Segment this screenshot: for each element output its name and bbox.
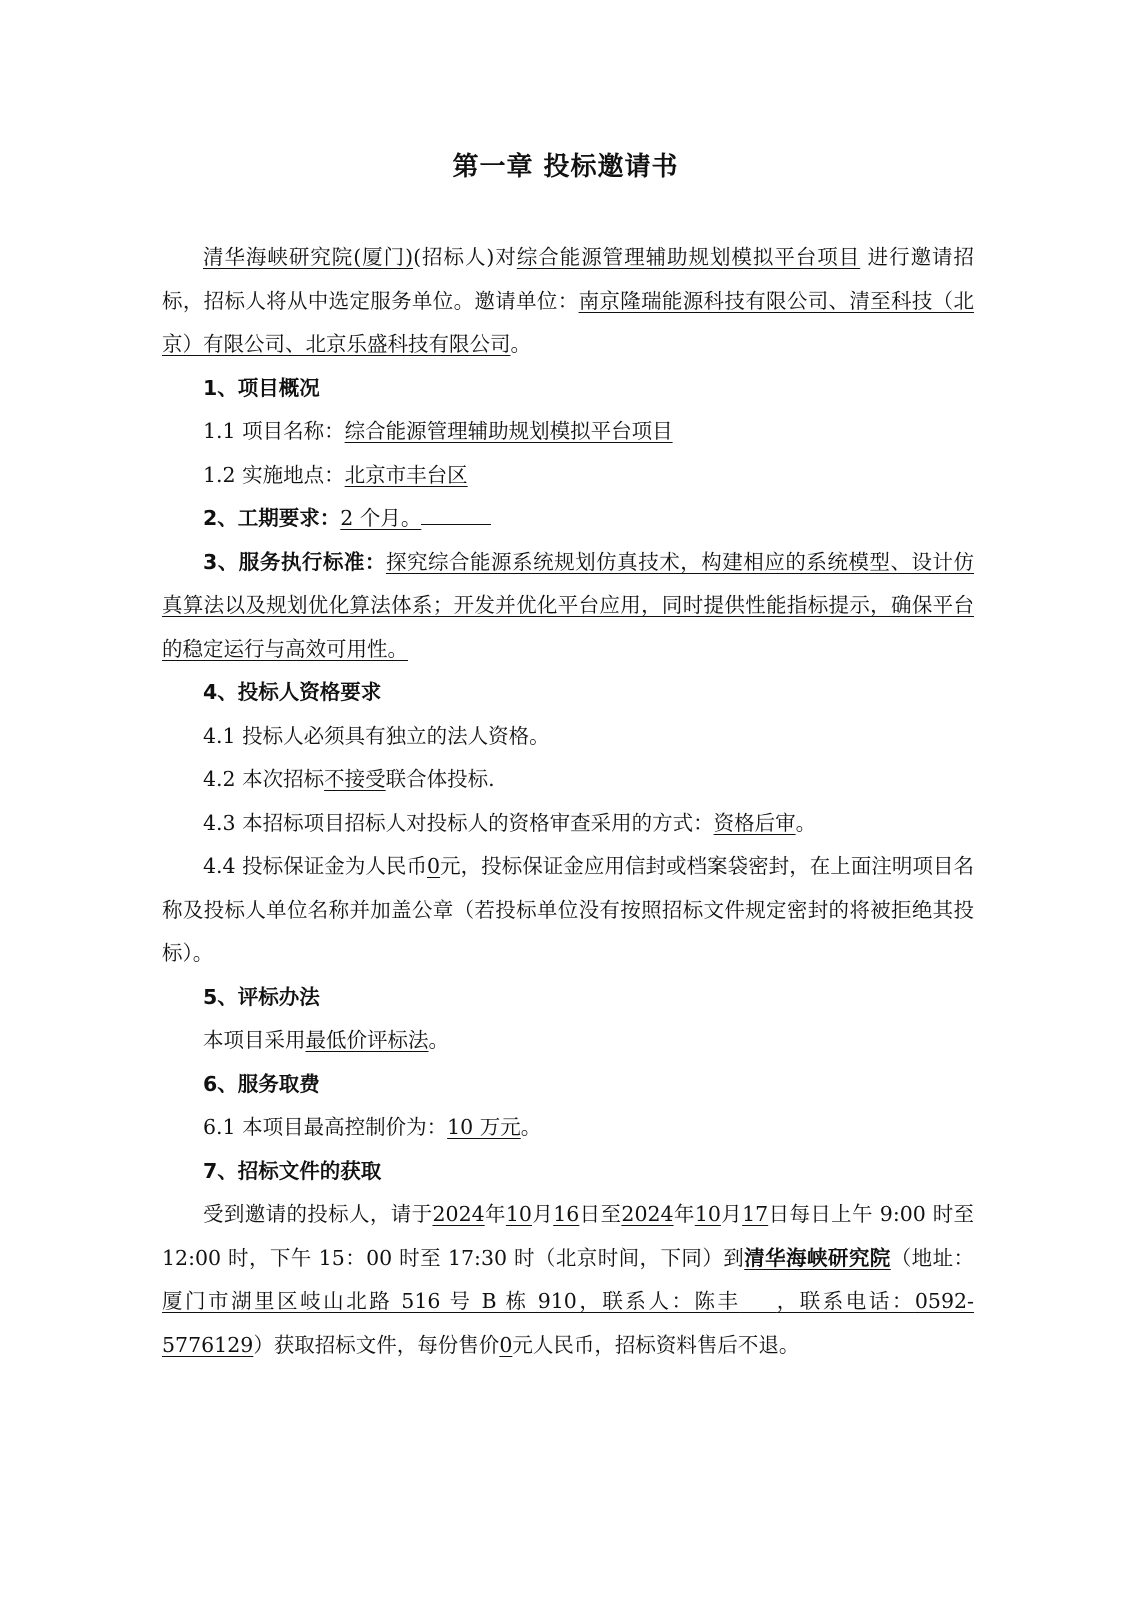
office-hours: 日每日上午 9:00 时至 12:00 时，下午 15：00 时至 17:30 时（北京时间，下同）到 — [162, 1202, 975, 1270]
page-title: 第一章 投标邀请书 — [452, 152, 679, 182]
req-4-4-text: 4.4 投标保证金为人民币 — [203, 854, 427, 878]
max-price-line — [162, 1106, 974, 1150]
project-site-label: 1.2 实施地点： — [203, 462, 345, 487]
section-5-heading: 5、评标办法 — [203, 984, 320, 1009]
section-2-line — [162, 497, 974, 541]
contact-phone: 0592-5776129 — [162, 1289, 974, 1357]
end-month: 10 — [694, 1202, 721, 1226]
document-acquisition-paragraph — [162, 1193, 974, 1367]
month-text: 月 — [531, 1202, 554, 1226]
requirement-4-3 — [162, 802, 974, 846]
end-year: 2024 — [621, 1202, 674, 1226]
section-3-label: 3、服务执行标准： — [203, 549, 386, 574]
intro-end: 。 — [510, 332, 531, 356]
service-standard: 探究综合能源系统规划仿真技术，构建相应的系统模型、设计仿真算法以及规划优化算法体系；开发并优化平台应用，同时提供性能指标提示，确保平台的稳定运行与高效可用性。 — [162, 549, 975, 661]
project-name-line — [162, 410, 974, 454]
project-name-label: 1.1 项目名称： — [203, 419, 345, 443]
year-text: 年 — [484, 1202, 506, 1226]
section-2-label: 2、工期要求： — [203, 506, 341, 530]
start-day: 16 — [553, 1202, 580, 1226]
bid-bond-amount: 0 — [427, 854, 441, 878]
project-site-value: 北京市丰台区 — [344, 462, 468, 487]
to-text: 日至 — [579, 1202, 622, 1226]
evaluation-method: 最低价评标法 — [305, 1028, 429, 1052]
section-4-heading: 4、投标人资格要求 — [203, 680, 382, 704]
requirement-4-1: 4.1 投标人必须具有独立的法人资格。 — [203, 723, 550, 748]
end-day: 17 — [742, 1202, 769, 1226]
acq-intro: 受到邀请的投标人，请于 — [203, 1202, 433, 1226]
project-name: 综合能源管理辅助规划模拟平台项目 — [516, 245, 861, 269]
section-3-paragraph — [162, 541, 974, 672]
consortium-policy: 不接受 — [324, 767, 386, 791]
tenderer-role: (招标人)对 — [413, 245, 517, 269]
month-text-2: 月 — [720, 1202, 743, 1226]
address-label: （地址： — [890, 1245, 975, 1270]
max-price-end: 。 — [520, 1115, 542, 1139]
phone-label: ，联系电话： — [776, 1289, 915, 1313]
address-blank — [741, 1289, 777, 1313]
max-price-value: 10 万元 — [447, 1115, 521, 1139]
intro-text: 进行邀请招标，招标人将从中选定服务单位。邀请单位： — [162, 245, 975, 313]
evaluation-text: 本项目采用 — [203, 1028, 306, 1052]
fee-text: ）获取招标文件，每份售价 — [253, 1332, 500, 1357]
section-7-heading: 7、招标文件的获取 — [203, 1158, 382, 1183]
pickup-address: 厦门市湖里区岐山北路 516 号 B 栋 910，联系人：陈丰 — [162, 1289, 741, 1313]
req-4-3-end: 。 — [795, 810, 817, 835]
pickup-organization: 清华海峡研究院 — [744, 1245, 891, 1270]
intro-paragraph — [162, 236, 974, 367]
invited-units: 南京隆瑞能源科技有限公司、清至科技（北京）有限公司、北京乐盛科技有限公司 — [162, 288, 974, 356]
req-4-4-rest: 元，投标保证金应用信封或档案袋密封，在上面注明项目名称及投标人单位名称并加盖公章（若投标单位没有按照招标文件规定密封的将被拒绝其投标）。 — [162, 854, 975, 965]
qualification-method: 资格后审 — [713, 810, 796, 835]
document-fee: 0 — [499, 1332, 513, 1357]
project-name-value: 综合能源管理辅助规划模拟平台项目 — [344, 419, 673, 443]
duration-value: 2 个月。 — [340, 506, 422, 530]
duration-blank — [421, 502, 491, 525]
fee-end: 元人民币，招标资料售后不退。 — [512, 1332, 800, 1357]
project-site-line — [162, 454, 974, 498]
start-month: 10 — [505, 1202, 532, 1226]
evaluation-line — [162, 1019, 974, 1063]
document-body — [162, 236, 974, 1367]
max-price-label: 6.1 本项目最高控制价为： — [203, 1115, 448, 1139]
req-4-2-end: 联合体投标. — [385, 767, 495, 791]
req-4-3-text: 4.3 本招标项目招标人对投标人的资格审查采用的方式： — [203, 810, 714, 835]
section-1-heading: 1、项目概况 — [203, 375, 320, 400]
start-year: 2024 — [432, 1202, 485, 1226]
req-4-2-text: 4.2 本次招标 — [203, 767, 325, 791]
year-text-2: 年 — [673, 1202, 695, 1226]
requirement-4-4 — [162, 845, 974, 976]
section-6-heading: 6、服务取费 — [203, 1071, 320, 1096]
tenderer-name: 清华海峡研究院(厦门) — [203, 245, 414, 269]
requirement-4-2 — [162, 758, 974, 802]
evaluation-end: 。 — [428, 1028, 449, 1052]
